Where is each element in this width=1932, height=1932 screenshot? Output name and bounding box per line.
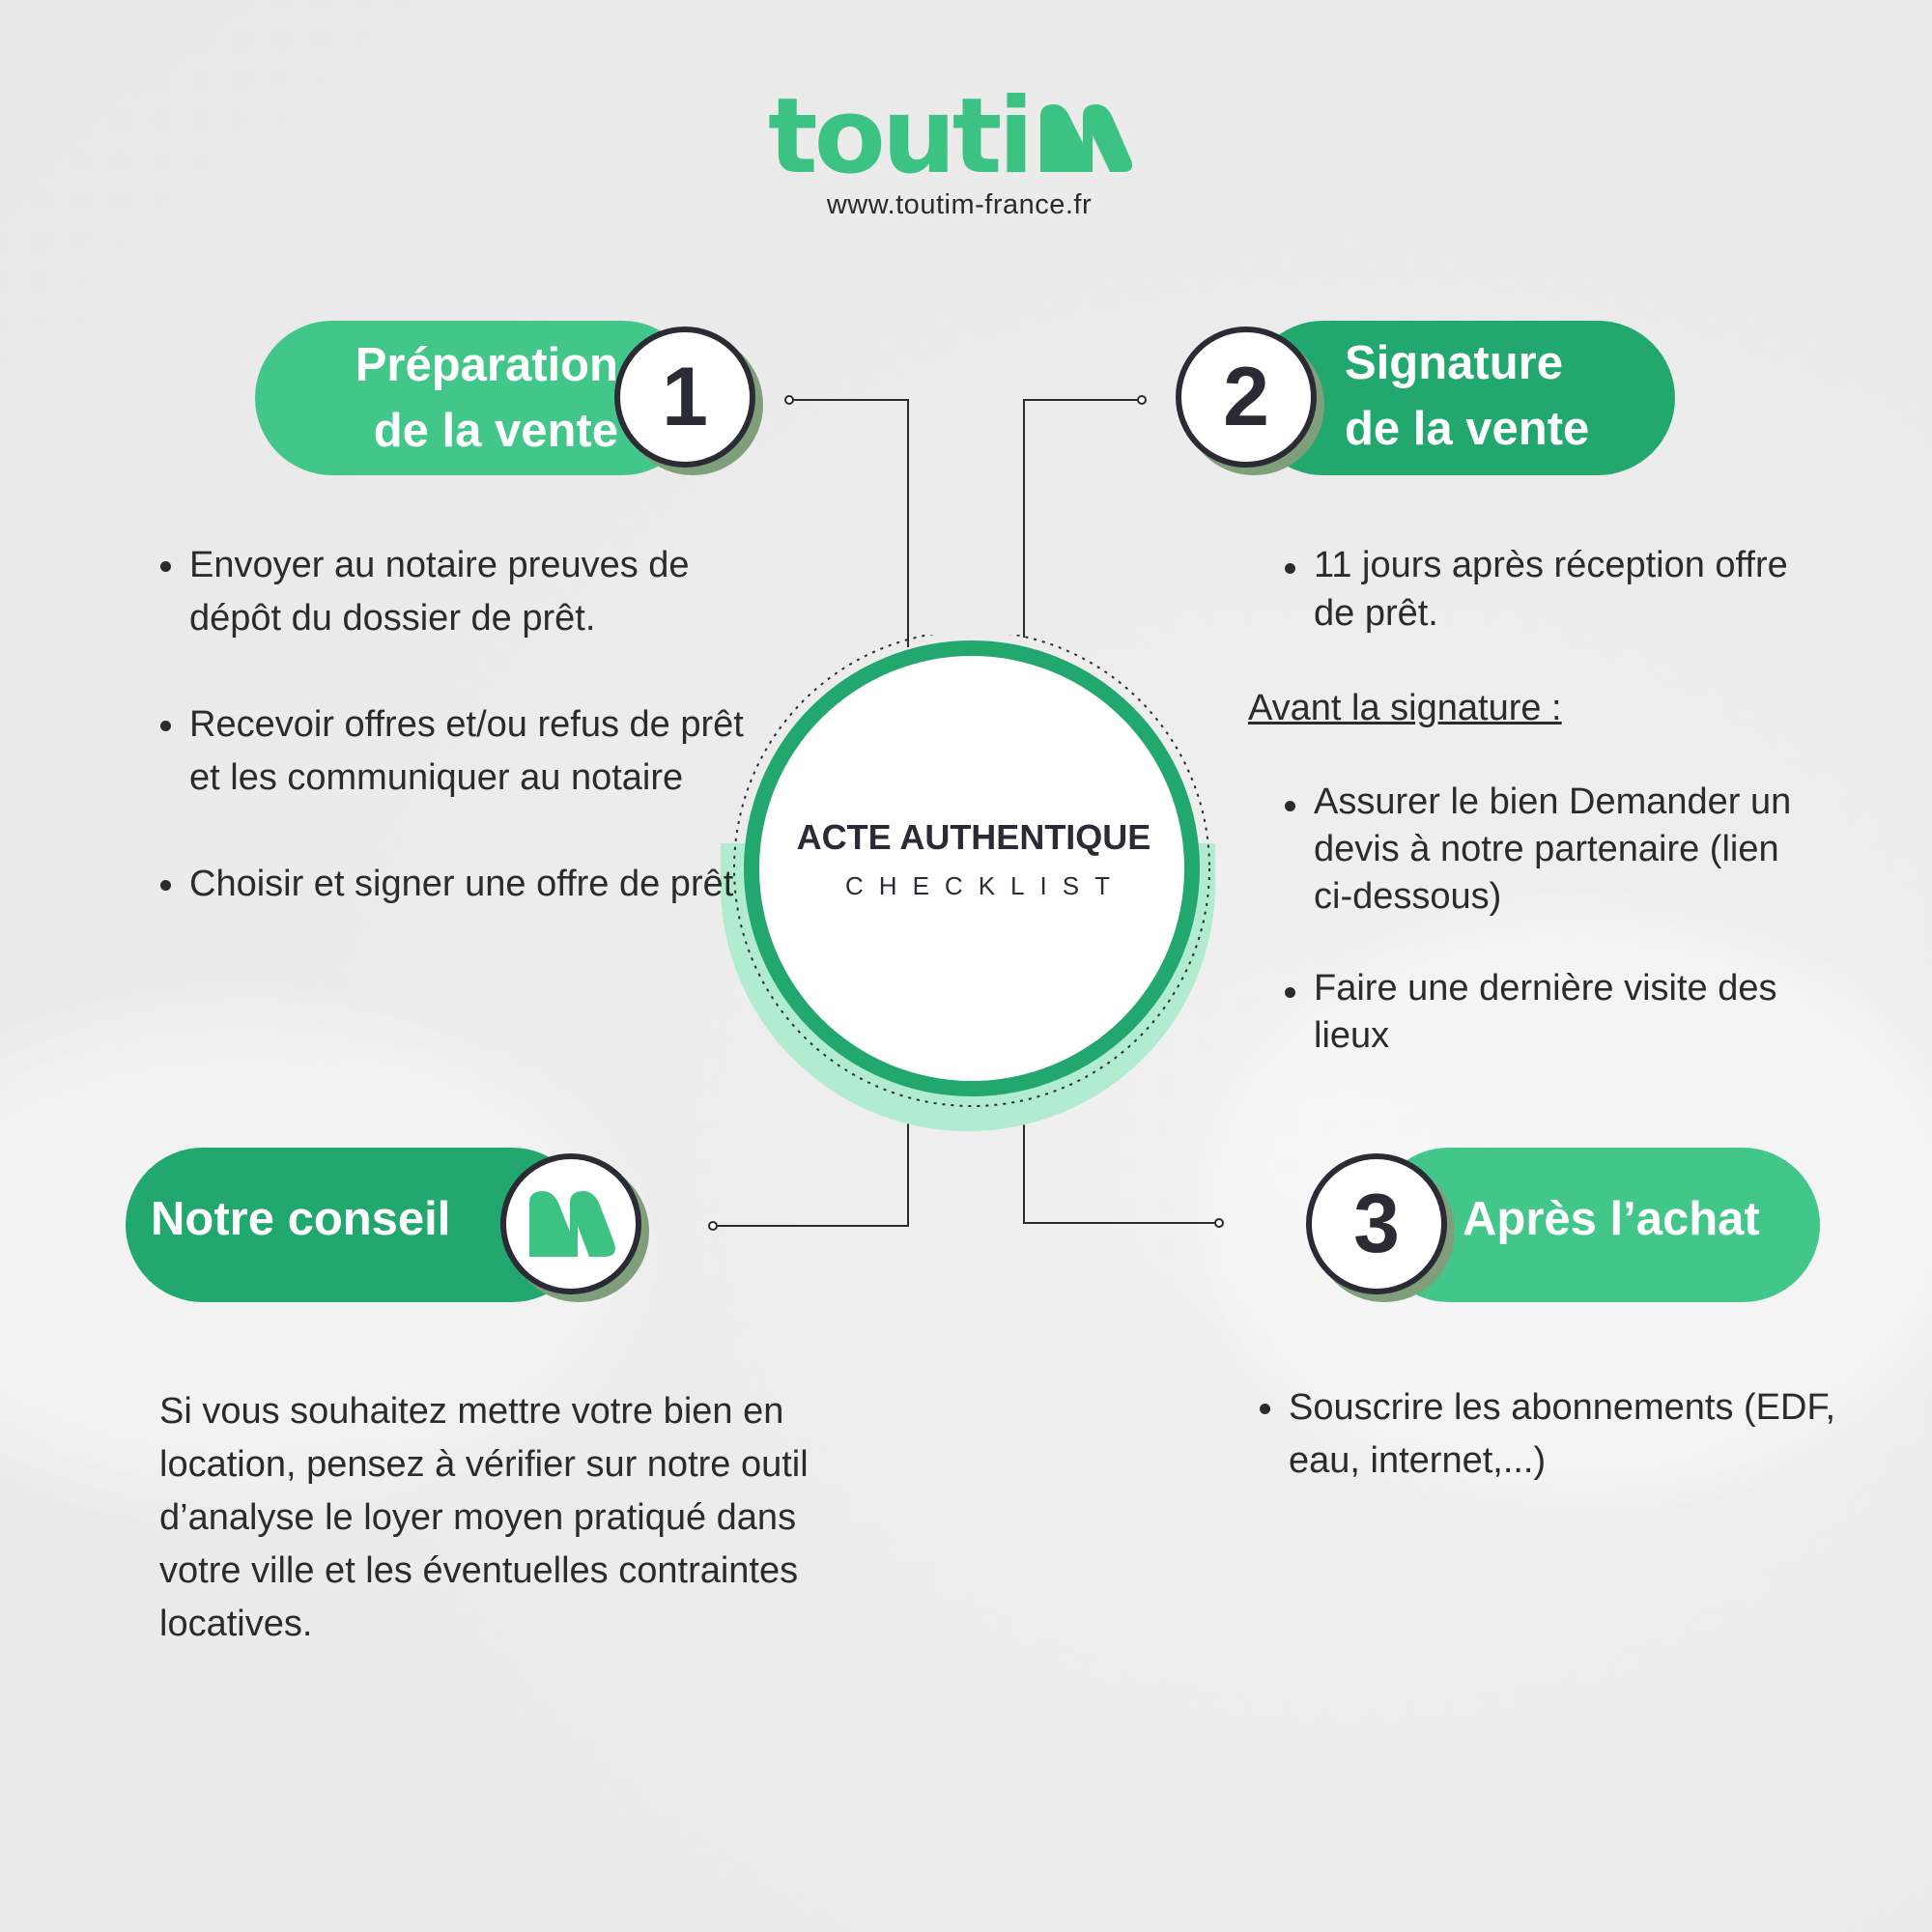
step-2-subheading: Avant la signature : <box>1248 688 1562 728</box>
center-subtitle: CHECKLIST <box>845 871 1125 900</box>
list-item: Souscrire les abonnements (EDF, eau, internet,...) <box>1289 1381 1855 1488</box>
center-title: ACTE AUTHENTIQUE <box>796 817 1151 857</box>
list-item: Faire une dernière visite des lieux <box>1314 965 1803 1060</box>
step-2-sublist <box>1281 779 1803 1113</box>
advice-text: Si vous souhaitez mettre votre bien en location, pensez à vérifier sur notre outil d’analyse le loyer moyen pratiqué dans votre ville et les éventuelles contraintes locatives. <box>159 1391 809 1644</box>
toutim-logo <box>768 83 1135 189</box>
advice-icon-badge <box>500 1153 641 1294</box>
step-2-list <box>1281 541 1822 691</box>
toutim-logo-graphic <box>768 83 1135 189</box>
list-item: 11 jours après réception offre de prêt. <box>1314 541 1822 638</box>
list-item: Choisir et signer une offre de prêt <box>189 858 755 911</box>
step-1-number-badge: 1 <box>614 327 755 468</box>
step-1-title-line2: de la vente <box>373 405 618 457</box>
toutim-m-icon <box>526 1189 616 1259</box>
website-url[interactable]: www.toutim-france.fr <box>826 189 1093 220</box>
svg-text:touti: touti <box>768 83 1031 189</box>
step-1-list <box>156 539 755 964</box>
step-3-title: Après l’achat <box>1463 1193 1760 1245</box>
list-item: Assurer le bien Demander un devis à notre partenaire (lien ci-dessous) <box>1314 779 1803 921</box>
step-3-list <box>1256 1381 1855 1541</box>
list-item: Recevoir offres et/ou refus de prêt et les communiquer au notaire <box>189 698 755 805</box>
list-item: Envoyer au notaire preuves de dépôt du dossier de prêt. <box>189 539 755 645</box>
step-3-number-badge: 3 <box>1306 1153 1447 1294</box>
advice-title: Notre conseil <box>151 1193 451 1245</box>
step-2-title-line2: de la vente <box>1345 403 1590 455</box>
step-1-title-line1: Préparation <box>355 339 618 391</box>
step-2-number-badge: 2 <box>1176 327 1317 468</box>
step-2-title-line1: Signature <box>1345 337 1563 389</box>
